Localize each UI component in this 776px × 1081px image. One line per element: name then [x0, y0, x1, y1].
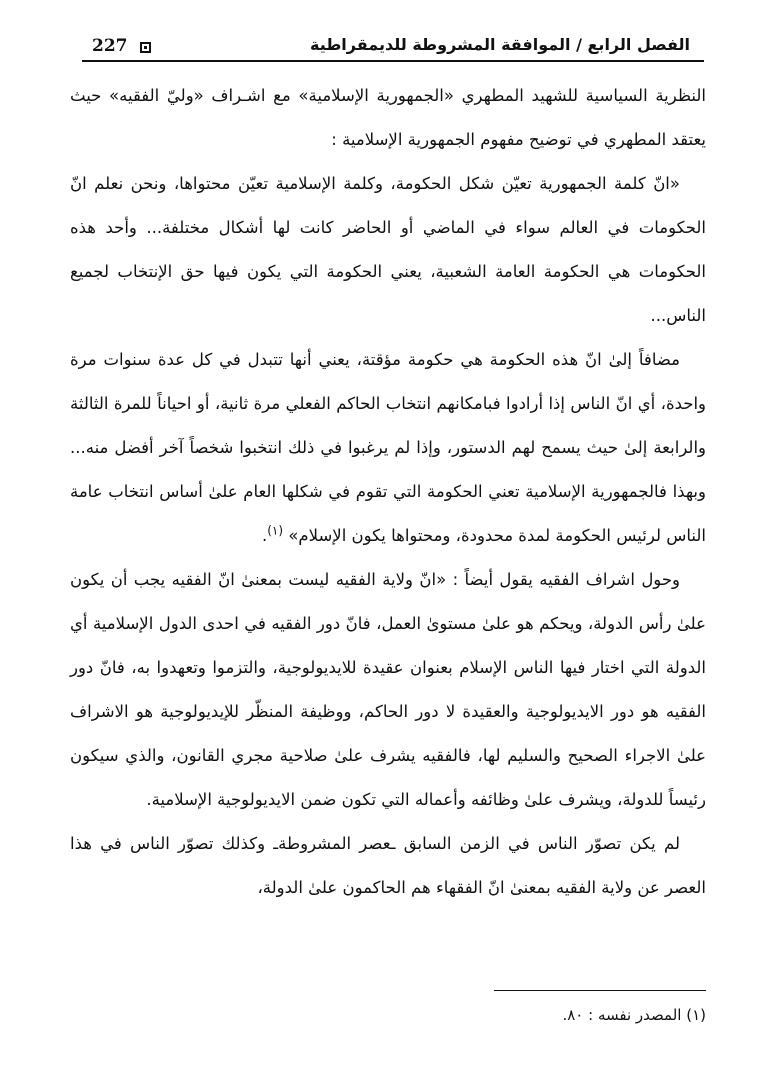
- paragraph: مضافاً إلىٰ انّ هذه الحكومة هي حكومة مؤقتة، يعني أنها تتبدل في كل عدة سنوات مرة واحدة، أي انّ الناس إذا أرادوا فبامكانهم انتخاب الحاكم الفعلي مرة ثانية، أو احياناً للمرة الثالثة والرابعة إلىٰ حيث يسمح لهم الدستور، وإذا لم يرغبوا في ذلك انتخبوا شخصاً آخر أفضل منه... وبهذا فالجمهورية الإسلامية تعني الحكومة التي تقوم في شكلها العام علىٰ أساس انتخاب عامة الناس لرئيس الحكومة لمدة محدودة، ومحتواها يكون الإسلام» $^{(١)}$.: [70, 350, 706, 545]
- footnote-divider: [494, 990, 706, 991]
- main-text: [70, 74, 706, 910]
- running-header: [82, 34, 704, 60]
- footnote-reference: (١): [267, 523, 284, 538]
- square-bullet-icon: [140, 42, 151, 53]
- paragraph: وحول اشراف الفقيه يقول أيضاً : «انّ ولاية الفقيه ليست بمعنىٰ انّ الفقيه يجب أن يكون علىٰ رأس الدولة، ويحكم هو علىٰ مستوىٰ العمل، فانّ دور الفقيه في احدى الدول الإسلامية أي الدولة التي اختار فيها الناس الإسلام بعنوان عقيدة للايديولوجية، والتزموا وتعهدوا به، فانّ دور الفقيه هو دور الايديولوجية والعقيدة لا دور الحاكم، ووظيفة المنظّر للإيديولوجية هو الاشراف علىٰ الاجراء الصحيح والسليم لها، فالفقيه يشرف علىٰ صلاحية مجري القانون، والذي سيكون رئيساً للدولة، ويشرف علىٰ وظائفه وأعماله التي تكون ضمن الايديولوجية الإسلامية.: [70, 570, 706, 809]
- paragraph-text: مضافاً إلىٰ انّ هذه الحكومة هي حكومة مؤقتة، يعني أنها تتبدل في كل عدة سنوات مرة واحدة، أي انّ الناس إذا أرادوا فبامكانهم انتخاب الحاكم الفعلي مرة ثانية، أو احياناً للمرة الثالثة والرابعة إلىٰ حيث يسمح لهم الدستور، وإذا لم يرغبوا في ذلك انتخبوا شخصاً آخر أفضل منه... وبهذا فالجمهورية الإسلامية تعني الحكومة التي تقوم في شكلها العام علىٰ أساس انتخاب عامة الناس لرئيس الحكومة لمدة محدودة، ومحتواها يكون الإسلام»: [70, 350, 706, 545]
- header-divider: [82, 60, 704, 62]
- paragraph: النظرية السياسية للشهيد المطهري «الجمهورية الإسلامية» مع اشـراف «وليّ الفقيه» حيث يعتقد المطهري في توضيح مفهوم الجمهورية الإسلامية :: [70, 86, 706, 149]
- page-number: 227: [92, 36, 128, 56]
- footnote: (١) المصدر نفسه : ٨٠.: [562, 1006, 706, 1024]
- paragraph: لم يكن تصوّر الناس في الزمن السابق ـعصر المشروطةـ وكذلك تصوّر الناس في هذا العصر عن ولاية الفقيه بمعنىٰ انّ الفقهاء هم الحاكمون علىٰ الدولة،: [70, 834, 706, 897]
- chapter-title: الفصل الرابع / الموافقة المشروطة للديمقراطية: [310, 35, 690, 54]
- paragraph: «انّ كلمة الجمهورية تعيّن شكل الحكومة، وكلمة الإسلامية تعيّن محتواها، ونحن نعلم انّ الحكومات في العالم سواء في الماضي أو الحاضر كانت لها أشكال مختلفة... وأحد هذه الحكومات هي الحكومة العامة الشعبية، يعني الحكومة التي يكون فيها حق الإنتخاب لجميع الناس...: [70, 174, 706, 325]
